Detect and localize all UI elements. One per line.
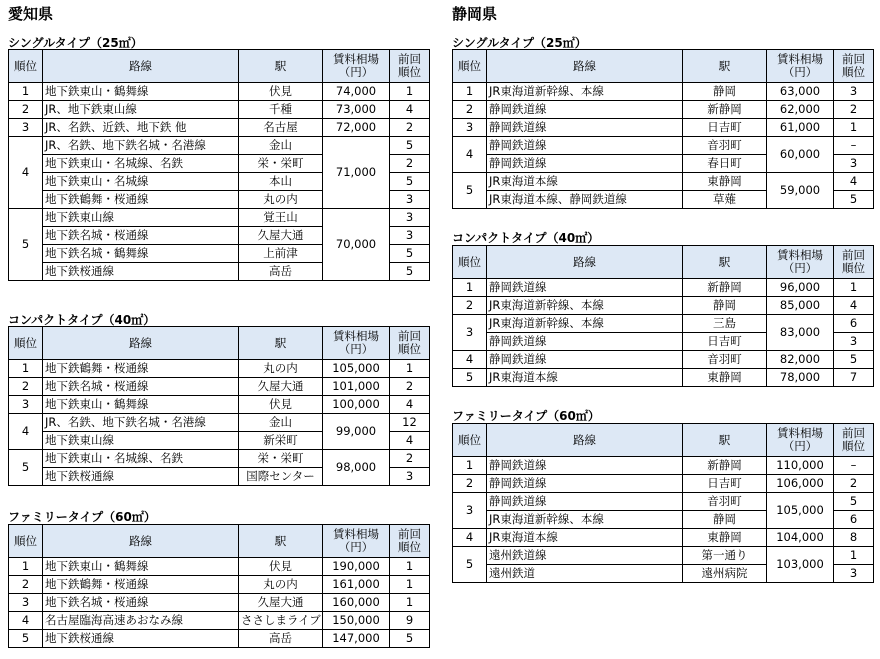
- section-title-shizuoka-compact: コンパクトタイプ（40㎡）: [452, 231, 600, 245]
- price-cell: 104,000: [767, 529, 834, 547]
- prev-rank-cell: 3: [834, 83, 874, 101]
- table-row: [9, 576, 430, 594]
- table-row: [9, 594, 430, 612]
- rank-cell: 3: [9, 119, 43, 137]
- price-cell: 190,000: [323, 558, 390, 576]
- table-row: [453, 137, 874, 155]
- rank-cell: 1: [9, 83, 43, 101]
- prev-rank-cell: –: [834, 457, 874, 475]
- table-row: [9, 83, 430, 101]
- table-header-row: [9, 525, 430, 558]
- station-cell: 日吉町: [683, 333, 767, 351]
- rank-cell: 4: [453, 529, 487, 547]
- prev-rank-cell: 3: [834, 565, 874, 583]
- line-cell: 地下鉄東山・名城線: [43, 173, 239, 191]
- station-cell: 伏見: [239, 83, 323, 101]
- table-row: [453, 297, 874, 315]
- line-cell: JR、名鉄、地下鉄名城・名港線: [43, 414, 239, 432]
- table-row: [9, 396, 430, 414]
- table-header-row: [453, 50, 874, 83]
- section-title-aichi-compact: コンパクトタイプ（40㎡）: [8, 313, 156, 327]
- table-row: [453, 315, 874, 333]
- line-cell: 地下鉄東山・名城線、名鉄: [43, 450, 239, 468]
- rank-cell: 5: [453, 369, 487, 387]
- price-cell: 96,000: [767, 279, 834, 297]
- prev-rank-cell: 1: [834, 547, 874, 565]
- station-cell: 本山: [239, 173, 323, 191]
- line-cell: 地下鉄鶴舞・桜通線: [43, 191, 239, 209]
- prev-rank-cell: 5: [390, 173, 430, 191]
- station-cell: 久屋大通: [239, 594, 323, 612]
- table-header-row: [9, 50, 430, 83]
- header-price: 賃料相場 （円）: [323, 525, 390, 558]
- price-cell: 60,000: [767, 137, 834, 173]
- price-cell: 161,000: [323, 576, 390, 594]
- prev-rank-cell: 5: [390, 263, 430, 281]
- prev-rank-cell: 1: [390, 594, 430, 612]
- table-row: [9, 450, 430, 468]
- station-cell: 久屋大通: [239, 227, 323, 245]
- rank-cell: 2: [453, 297, 487, 315]
- price-cell: 110,000: [767, 457, 834, 475]
- line-cell: JR東海道本線: [487, 173, 683, 191]
- prev-rank-cell: 2: [390, 378, 430, 396]
- table-row: [9, 209, 430, 227]
- price-cell: 70,000: [323, 209, 390, 281]
- rank-cell: 1: [453, 83, 487, 101]
- table-row: [453, 457, 874, 475]
- header-station: 駅: [683, 424, 767, 457]
- line-cell: 地下鉄東山線: [43, 209, 239, 227]
- station-cell: 東静岡: [683, 369, 767, 387]
- line-cell: 地下鉄東山・鶴舞線: [43, 396, 239, 414]
- rank-cell: 1: [453, 279, 487, 297]
- prev-rank-cell: 2: [390, 119, 430, 137]
- line-cell: 名古屋臨海高速あおなみ線: [43, 612, 239, 630]
- prev-rank-cell: 3: [390, 209, 430, 227]
- price-cell: 85,000: [767, 297, 834, 315]
- line-cell: 地下鉄鶴舞・桜通線: [43, 360, 239, 378]
- header-prev: 前回 順位: [834, 246, 874, 279]
- header-rank: 順位: [453, 50, 487, 83]
- line-cell: 地下鉄名城・桜通線: [43, 594, 239, 612]
- table-row: [453, 351, 874, 369]
- prev-rank-cell: 1: [390, 360, 430, 378]
- prev-rank-cell: 12: [390, 414, 430, 432]
- line-cell: JR東海道本線、静岡鉄道線: [487, 191, 683, 209]
- price-cell: 73,000: [323, 101, 390, 119]
- line-cell: JR東海道本線: [487, 369, 683, 387]
- station-cell: 静岡: [683, 511, 767, 529]
- price-cell: 105,000: [767, 493, 834, 529]
- prev-rank-cell: 1: [834, 279, 874, 297]
- price-cell: 100,000: [323, 396, 390, 414]
- line-cell: 静岡鉄道線: [487, 457, 683, 475]
- station-cell: 名古屋: [239, 119, 323, 137]
- line-cell: 地下鉄東山・名城線、名鉄: [43, 155, 239, 173]
- line-cell: JR東海道新幹線、本線: [487, 297, 683, 315]
- station-cell: 丸の内: [239, 191, 323, 209]
- station-cell: 伏見: [239, 558, 323, 576]
- header-prev: 前回 順位: [834, 424, 874, 457]
- table-row: [453, 279, 874, 297]
- prev-rank-cell: 6: [834, 511, 874, 529]
- line-cell: 地下鉄東山・鶴舞線: [43, 83, 239, 101]
- rank-cell: 1: [9, 558, 43, 576]
- line-cell: 地下鉄鶴舞・桜通線: [43, 576, 239, 594]
- station-cell: 久屋大通: [239, 378, 323, 396]
- prev-rank-cell: 6: [834, 315, 874, 333]
- price-cell: 82,000: [767, 351, 834, 369]
- price-cell: 78,000: [767, 369, 834, 387]
- price-cell: 160,000: [323, 594, 390, 612]
- prev-rank-cell: 3: [834, 333, 874, 351]
- station-cell: 栄・栄町: [239, 450, 323, 468]
- station-cell: 東静岡: [683, 529, 767, 547]
- rank-cell: 2: [9, 378, 43, 396]
- header-line: 路線: [43, 525, 239, 558]
- station-cell: 春日町: [683, 155, 767, 173]
- line-cell: 地下鉄東山・鶴舞線: [43, 558, 239, 576]
- section-title-aichi-single: シングルタイプ（25㎡）: [8, 36, 143, 50]
- table-row: [9, 414, 430, 432]
- price-cell: 59,000: [767, 173, 834, 209]
- header-line: 路線: [43, 327, 239, 360]
- header-prev: 前回 順位: [390, 327, 430, 360]
- table-row: [9, 137, 430, 155]
- rank-cell: 1: [9, 360, 43, 378]
- header-station: 駅: [683, 246, 767, 279]
- region-title-shizuoka: 静岡県: [452, 5, 498, 23]
- header-rank: 順位: [453, 246, 487, 279]
- rank-cell: 5: [453, 173, 487, 209]
- table-header-row: [453, 424, 874, 457]
- line-cell: 遠州鉄道線: [487, 547, 683, 565]
- station-cell: 草薙: [683, 191, 767, 209]
- table-row: [453, 493, 874, 511]
- prev-rank-cell: 2: [390, 450, 430, 468]
- rank-table: [452, 49, 874, 209]
- prev-rank-cell: 4: [390, 101, 430, 119]
- station-cell: 静岡: [683, 83, 767, 101]
- line-cell: 静岡鉄道線: [487, 333, 683, 351]
- header-price: 賃料相場 （円）: [767, 424, 834, 457]
- station-cell: 丸の内: [239, 576, 323, 594]
- prev-rank-cell: 3: [390, 227, 430, 245]
- prev-rank-cell: 5: [834, 191, 874, 209]
- line-cell: JR、名鉄、地下鉄名城・名港線: [43, 137, 239, 155]
- header-prev: 前回 順位: [390, 50, 430, 83]
- prev-rank-cell: –: [834, 137, 874, 155]
- station-cell: 伏見: [239, 396, 323, 414]
- rank-cell: 4: [9, 137, 43, 209]
- price-cell: 83,000: [767, 315, 834, 351]
- rank-cell: 3: [453, 315, 487, 351]
- table-row: [9, 630, 430, 648]
- station-cell: 千種: [239, 101, 323, 119]
- table-row: [453, 547, 874, 565]
- line-cell: 静岡鉄道線: [487, 137, 683, 155]
- line-cell: 静岡鉄道線: [487, 475, 683, 493]
- header-station: 駅: [683, 50, 767, 83]
- line-cell: 地下鉄名城・桜通線: [43, 378, 239, 396]
- rank-cell: 2: [9, 576, 43, 594]
- table-row: [9, 101, 430, 119]
- table-row: [453, 83, 874, 101]
- price-cell: 147,000: [323, 630, 390, 648]
- price-cell: 63,000: [767, 83, 834, 101]
- line-cell: 地下鉄桜通線: [43, 468, 239, 486]
- header-line: 路線: [43, 50, 239, 83]
- station-cell: 上前津: [239, 245, 323, 263]
- prev-rank-cell: 5: [390, 630, 430, 648]
- header-price: 賃料相場 （円）: [767, 246, 834, 279]
- station-cell: ささしまライブ: [239, 612, 323, 630]
- line-cell: 地下鉄東山線: [43, 432, 239, 450]
- station-cell: 日吉町: [683, 475, 767, 493]
- station-cell: 丸の内: [239, 360, 323, 378]
- line-cell: 地下鉄名城・鶴舞線: [43, 245, 239, 263]
- line-cell: 地下鉄桜通線: [43, 630, 239, 648]
- table-row: [9, 612, 430, 630]
- rank-table: [452, 245, 874, 387]
- prev-rank-cell: 3: [390, 191, 430, 209]
- line-cell: 静岡鉄道線: [487, 155, 683, 173]
- prev-rank-cell: 2: [834, 475, 874, 493]
- price-cell: 101,000: [323, 378, 390, 396]
- header-prev: 前回 順位: [390, 525, 430, 558]
- prev-rank-cell: 5: [834, 351, 874, 369]
- rank-table: [8, 49, 430, 281]
- price-cell: 61,000: [767, 119, 834, 137]
- prev-rank-cell: 5: [834, 493, 874, 511]
- prev-rank-cell: 2: [834, 101, 874, 119]
- station-cell: 新静岡: [683, 457, 767, 475]
- station-cell: 新栄町: [239, 432, 323, 450]
- line-cell: JR東海道新幹線、本線: [487, 315, 683, 333]
- station-cell: 音羽町: [683, 493, 767, 511]
- price-cell: 72,000: [323, 119, 390, 137]
- station-cell: 金山: [239, 137, 323, 155]
- price-cell: 62,000: [767, 101, 834, 119]
- price-cell: 98,000: [323, 450, 390, 486]
- rank-cell: 3: [453, 493, 487, 529]
- rank-cell: 4: [9, 414, 43, 450]
- header-rank: 順位: [9, 327, 43, 360]
- rank-cell: 5: [9, 209, 43, 281]
- price-cell: 71,000: [323, 137, 390, 209]
- line-cell: JR東海道新幹線、本線: [487, 511, 683, 529]
- header-station: 駅: [239, 327, 323, 360]
- station-cell: 日吉町: [683, 119, 767, 137]
- station-cell: 遠州病院: [683, 565, 767, 583]
- header-price: 賃料相場 （円）: [323, 50, 390, 83]
- rank-cell: 4: [453, 137, 487, 173]
- prev-rank-cell: 4: [834, 297, 874, 315]
- section-title-aichi-family: ファミリータイプ（60㎡）: [8, 510, 156, 524]
- rank-table: [8, 326, 430, 486]
- station-cell: 新静岡: [683, 279, 767, 297]
- station-cell: 三島: [683, 315, 767, 333]
- station-cell: 覚王山: [239, 209, 323, 227]
- line-cell: 静岡鉄道線: [487, 351, 683, 369]
- header-station: 駅: [239, 50, 323, 83]
- prev-rank-cell: 4: [390, 432, 430, 450]
- station-cell: 国際センター: [239, 468, 323, 486]
- table-header-row: [453, 246, 874, 279]
- rank-cell: 5: [453, 547, 487, 583]
- prev-rank-cell: 1: [390, 576, 430, 594]
- header-prev: 前回 順位: [834, 50, 874, 83]
- rank-cell: 5: [9, 630, 43, 648]
- line-cell: 地下鉄桜通線: [43, 263, 239, 281]
- line-cell: 静岡鉄道線: [487, 493, 683, 511]
- header-rank: 順位: [9, 50, 43, 83]
- prev-rank-cell: 4: [390, 396, 430, 414]
- table-row: [453, 369, 874, 387]
- line-cell: 静岡鉄道線: [487, 119, 683, 137]
- header-rank: 順位: [9, 525, 43, 558]
- header-rank: 順位: [453, 424, 487, 457]
- rank-cell: 3: [9, 594, 43, 612]
- table-row: [9, 119, 430, 137]
- table-row: [453, 101, 874, 119]
- table-row: [453, 475, 874, 493]
- station-cell: 新静岡: [683, 101, 767, 119]
- section-title-shizuoka-family: ファミリータイプ（60㎡）: [452, 409, 600, 423]
- prev-rank-cell: 7: [834, 369, 874, 387]
- station-cell: 金山: [239, 414, 323, 432]
- prev-rank-cell: 4: [834, 173, 874, 191]
- price-cell: 105,000: [323, 360, 390, 378]
- station-cell: 音羽町: [683, 137, 767, 155]
- rank-cell: 4: [9, 612, 43, 630]
- prev-rank-cell: 3: [390, 468, 430, 486]
- station-cell: 栄・栄町: [239, 155, 323, 173]
- rank-cell: 1: [453, 457, 487, 475]
- rank-cell: 4: [453, 351, 487, 369]
- prev-rank-cell: 8: [834, 529, 874, 547]
- price-cell: 99,000: [323, 414, 390, 450]
- rank-cell: 2: [453, 101, 487, 119]
- line-cell: 静岡鉄道線: [487, 279, 683, 297]
- price-cell: 106,000: [767, 475, 834, 493]
- price-cell: 74,000: [323, 83, 390, 101]
- header-station: 駅: [239, 525, 323, 558]
- prev-rank-cell: 1: [390, 83, 430, 101]
- section-title-shizuoka-single: シングルタイプ（25㎡）: [452, 36, 587, 50]
- station-cell: 高岳: [239, 630, 323, 648]
- table-row: [453, 529, 874, 547]
- table-row: [9, 360, 430, 378]
- rank-cell: 2: [453, 475, 487, 493]
- rank-cell: 3: [453, 119, 487, 137]
- table-row: [9, 378, 430, 396]
- rank-table: [452, 423, 874, 583]
- line-cell: JR、名鉄、近鉄、地下鉄 他: [43, 119, 239, 137]
- header-price: 賃料相場 （円）: [323, 327, 390, 360]
- prev-rank-cell: 9: [390, 612, 430, 630]
- rank-cell: 3: [9, 396, 43, 414]
- station-cell: 音羽町: [683, 351, 767, 369]
- station-cell: 第一通り: [683, 547, 767, 565]
- prev-rank-cell: 1: [390, 558, 430, 576]
- line-cell: 地下鉄名城・桜通線: [43, 227, 239, 245]
- header-line: 路線: [487, 424, 683, 457]
- prev-rank-cell: 5: [390, 137, 430, 155]
- station-cell: 高岳: [239, 263, 323, 281]
- rank-table: [8, 524, 430, 648]
- station-cell: 静岡: [683, 297, 767, 315]
- header-line: 路線: [487, 246, 683, 279]
- table-row: [453, 173, 874, 191]
- price-cell: 103,000: [767, 547, 834, 583]
- price-cell: 150,000: [323, 612, 390, 630]
- header-line: 路線: [487, 50, 683, 83]
- line-cell: 遠州鉄道: [487, 565, 683, 583]
- table-header-row: [9, 327, 430, 360]
- line-cell: JR東海道本線: [487, 529, 683, 547]
- header-price: 賃料相場 （円）: [767, 50, 834, 83]
- prev-rank-cell: 1: [834, 119, 874, 137]
- station-cell: 東静岡: [683, 173, 767, 191]
- line-cell: JR、地下鉄東山線: [43, 101, 239, 119]
- rank-cell: 2: [9, 101, 43, 119]
- rank-cell: 5: [9, 450, 43, 486]
- prev-rank-cell: 5: [390, 245, 430, 263]
- region-title-aichi: 愛知県: [8, 5, 54, 23]
- prev-rank-cell: 2: [390, 155, 430, 173]
- prev-rank-cell: 3: [834, 155, 874, 173]
- line-cell: 静岡鉄道線: [487, 101, 683, 119]
- line-cell: JR東海道新幹線、本線: [487, 83, 683, 101]
- table-row: [9, 558, 430, 576]
- table-row: [453, 119, 874, 137]
